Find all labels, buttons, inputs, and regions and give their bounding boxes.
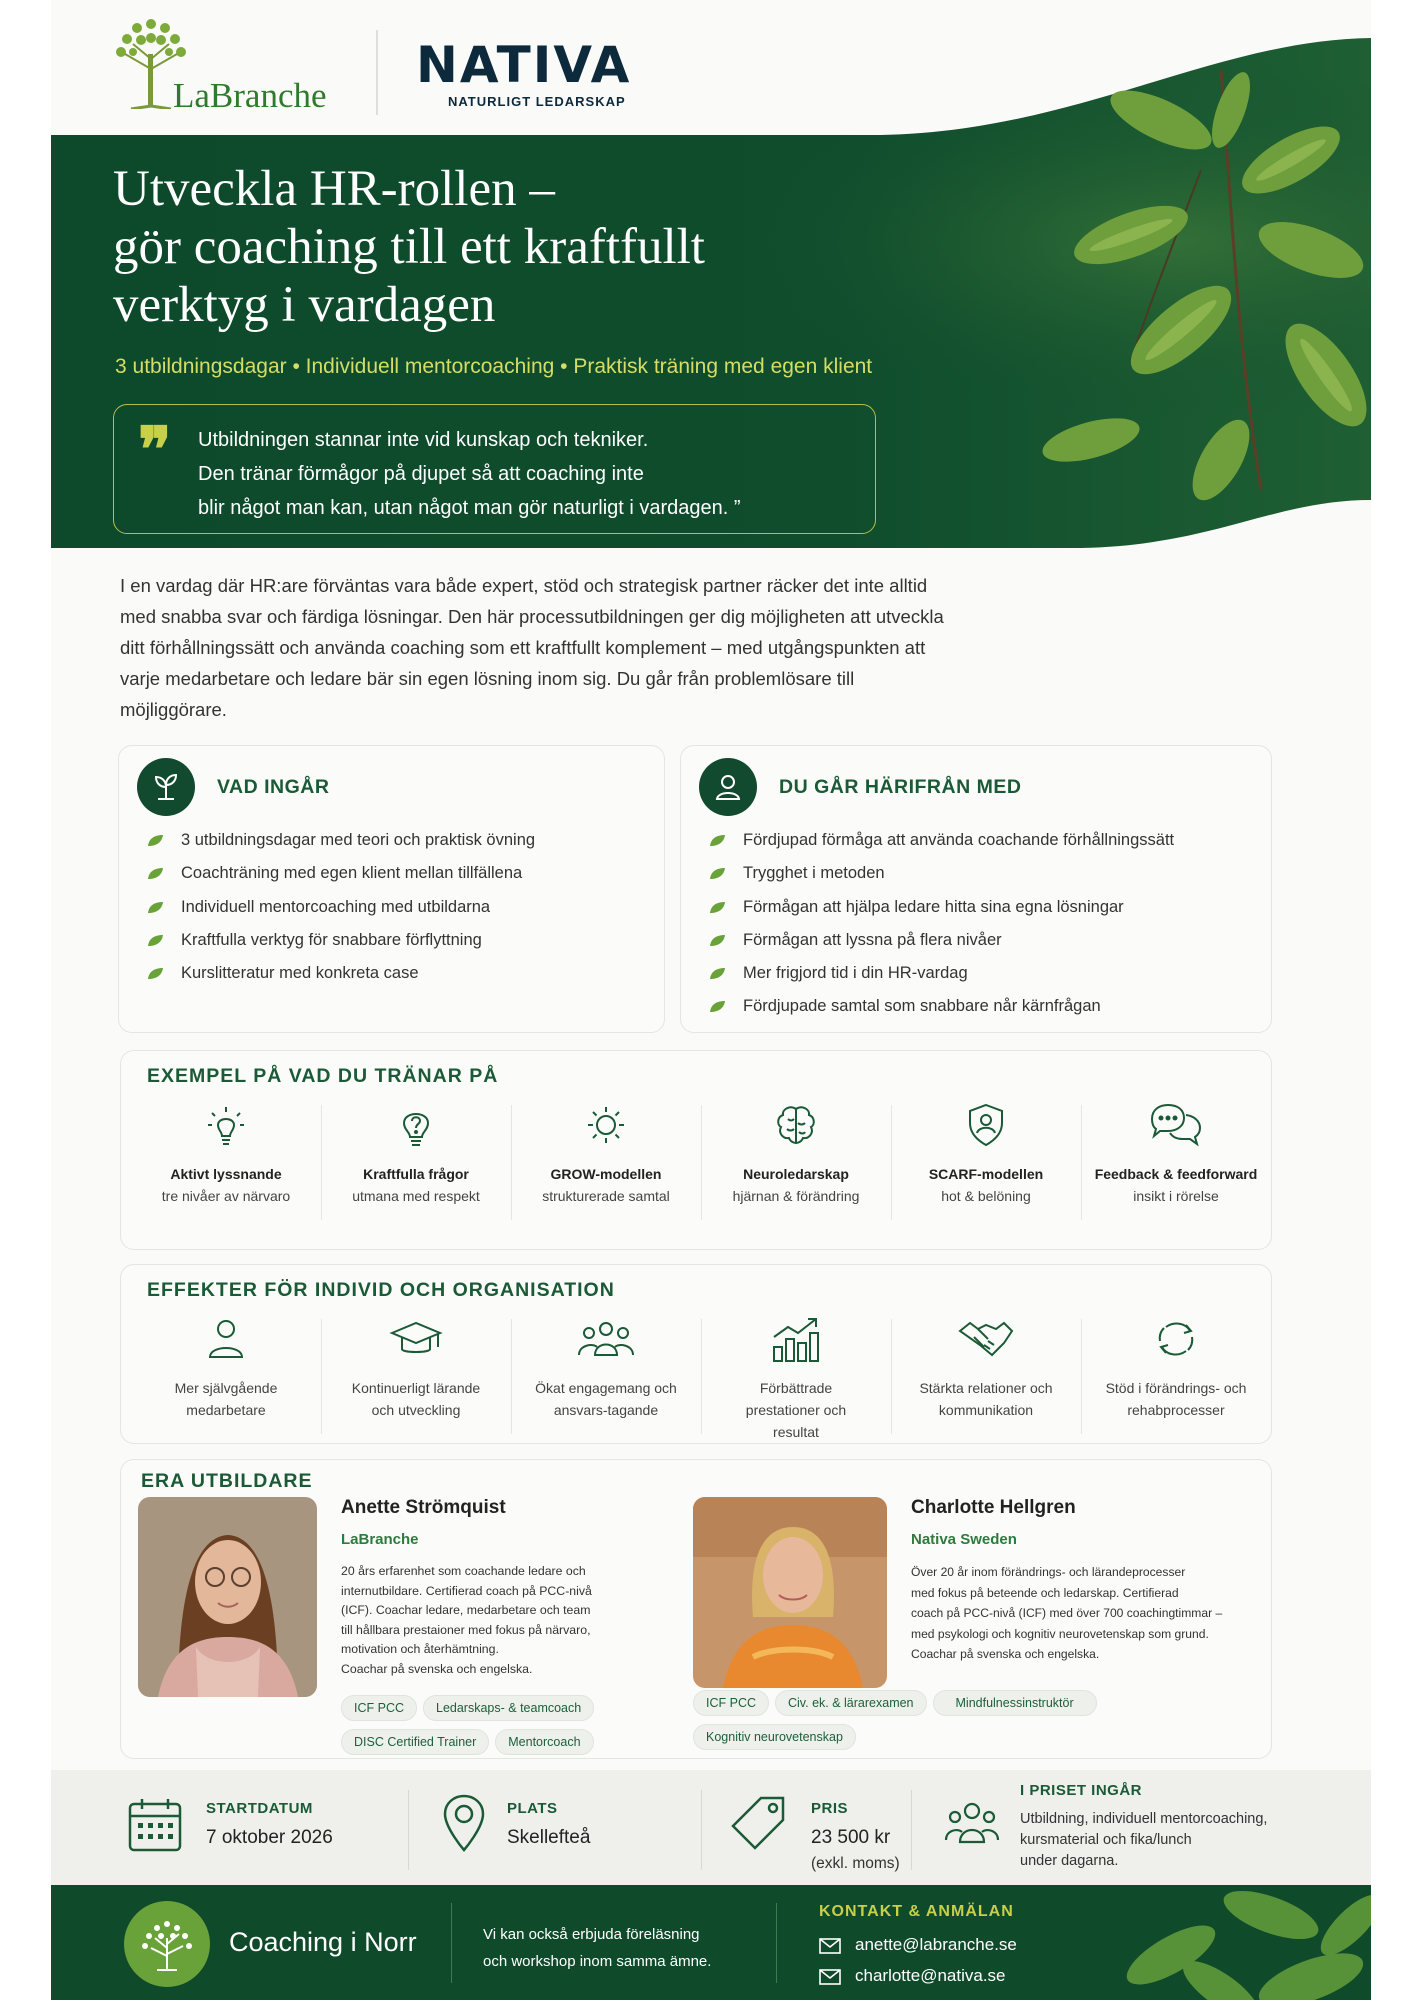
effect-item: Kontinuerligt lärande och utveckling bbox=[321, 1311, 511, 1443]
group-icon bbox=[511, 1311, 701, 1367]
tag-chip: Mentorcoach bbox=[495, 1729, 593, 1755]
trainer-bio: Över 20 år inom förändrings- och lärandeprocesser med fokus på beteende och ledarskap. Certifierad coach på PCC-nivå (ICF) med över 700 coachingtimmar – med psykologi och kognitiv neurovetenskap som grund. Coachar på svenska och engelska. bbox=[911, 1565, 1223, 1661]
leaf-bullet-icon bbox=[147, 967, 164, 980]
list-item: Kraftfulla verktyg för snabbare förflyttning bbox=[147, 924, 535, 957]
sprout-icon bbox=[137, 758, 195, 816]
brain-icon bbox=[701, 1097, 891, 1153]
effects-card bbox=[120, 1264, 1272, 1444]
tag-chip: DISC Certified Trainer bbox=[341, 1729, 489, 1755]
footer-divider bbox=[776, 1903, 777, 1983]
footer-note: Vi kan också erbjuda föreläsning och workshop inom samma ämne. bbox=[483, 1926, 712, 1970]
leaf-bullet-icon bbox=[709, 901, 726, 914]
info-band bbox=[51, 1770, 1371, 1885]
trainers-title: ERA UTBILDARE bbox=[141, 1470, 313, 1492]
training-title: EXEMPEL PÅ VAD DU TRÄNAR PÅ bbox=[147, 1065, 499, 1087]
graduation-cap-icon bbox=[321, 1311, 511, 1367]
info-start bbox=[126, 1770, 356, 1885]
info-divider bbox=[408, 1790, 409, 1870]
shield-person-icon bbox=[891, 1097, 1081, 1153]
quote-line: Utbildningen stannar inte vid kunskap och tekniker. bbox=[198, 429, 649, 451]
leaf-bullet-icon bbox=[709, 834, 726, 847]
tag-chip: ICF PCC bbox=[341, 1695, 417, 1721]
trainer-tags bbox=[341, 1695, 671, 1763]
trainer-org: Nativa Sweden bbox=[911, 1531, 1017, 1548]
leaf-bullet-icon bbox=[709, 967, 726, 980]
info-label: PLATS bbox=[507, 1800, 558, 1817]
effect-item: Ökat engagemang och ansvars-tagande bbox=[511, 1311, 701, 1443]
list-item: Mer frigjord tid i din HR-vardag bbox=[709, 957, 1174, 990]
effect-item: Stärkta relationer och kommunikation bbox=[891, 1311, 1081, 1443]
leaf-bullet-icon bbox=[709, 1000, 726, 1013]
logo-divider bbox=[376, 30, 378, 115]
info-divider bbox=[701, 1790, 702, 1870]
labranche-wordmark: LaBranche bbox=[173, 76, 327, 115]
effect-item: Förbättrade prestationer och resultat bbox=[701, 1311, 891, 1443]
trainer-tags bbox=[693, 1690, 1253, 1758]
lightbulb-icon bbox=[131, 1097, 321, 1153]
info-label: STARTDATUM bbox=[206, 1800, 313, 1817]
outcomes-card bbox=[680, 745, 1272, 1033]
person-outline-icon bbox=[131, 1311, 321, 1367]
trainer-anette bbox=[341, 1497, 671, 1763]
leaf-bullet-icon bbox=[147, 834, 164, 847]
info-value: 7 oktober 2026 bbox=[206, 1827, 333, 1848]
footer-brand: Coaching i Norr bbox=[229, 1927, 417, 1957]
list-item: Kurslitteratur med konkreta case bbox=[147, 957, 535, 990]
quote-line: blir något man kan, utan något man gör naturligt i vardagen. ” bbox=[198, 497, 741, 519]
list-item: Förmågan att lyssna på flera nivåer bbox=[709, 924, 1174, 957]
training-item: Kraftfulla frågor utmana med respekt bbox=[321, 1097, 511, 1207]
quote-mark-icon: ❞ bbox=[138, 417, 172, 485]
contact-email[interactable]: anette@labranche.se bbox=[855, 1935, 1017, 1954]
info-divider bbox=[911, 1790, 912, 1870]
tag-chip: Kognitiv neurovetenskap bbox=[693, 1724, 856, 1750]
hero-title-line: verktyg i vardagen bbox=[113, 277, 496, 333]
list-item: Fördjupad förmåga att använda coachande förhållningssätt bbox=[709, 824, 1174, 857]
list-item: Coachträning med egen klient mellan tillfällena bbox=[147, 857, 535, 890]
mail-icon bbox=[819, 1969, 841, 1985]
footer-leaves-illustration bbox=[1111, 1885, 1371, 2000]
trainer-charlotte bbox=[911, 1497, 1271, 1665]
leaf-bullet-icon bbox=[147, 867, 164, 880]
intro-paragraph: I en vardag där HR:are förväntas vara både expert, stöd och strategisk partner räcker det inte alltid med snabba svar och färdiga lösningar. Den här processutbildningen ger dig möjligheten att utveckla ditt förhållningssätt och använda coaching som ett kraftfullt komplement – med utgångspunkten att varje medarbetare och ledare bär sin egen lösning inom sig. Du går från problemlösare till möjliggörare. bbox=[120, 575, 944, 720]
leaf-bullet-icon bbox=[709, 934, 726, 947]
cycle-arrows-icon bbox=[1081, 1311, 1271, 1367]
info-value: Skellefteå bbox=[507, 1827, 591, 1848]
effect-item: Stöd i förändrings- och rehabprocesser bbox=[1081, 1311, 1271, 1443]
tree-icon bbox=[124, 1901, 210, 1987]
info-label: PRIS bbox=[811, 1800, 849, 1817]
training-item: Neuroledarskap hjärnan & förändring bbox=[701, 1097, 891, 1207]
chat-bubbles-icon bbox=[1081, 1097, 1271, 1153]
footer-divider bbox=[451, 1903, 452, 1983]
trainer-photo-charlotte bbox=[693, 1497, 887, 1688]
list-item: Fördjupade samtal som snabbare når kärnfrågan bbox=[709, 990, 1174, 1023]
trainers-card bbox=[120, 1459, 1272, 1759]
info-place bbox=[441, 1770, 661, 1885]
trainer-name: Charlotte Hellgren bbox=[911, 1497, 1076, 1518]
hero-title-line: Utveckla HR-rollen – bbox=[113, 161, 555, 217]
info-label: I PRISET INGÅR bbox=[1020, 1782, 1143, 1799]
tag-chip: Ledarskaps- & teamcoach bbox=[423, 1695, 594, 1721]
growth-chart-icon bbox=[701, 1311, 891, 1367]
tag-chip: ICF PCC bbox=[693, 1690, 769, 1716]
handshake-icon bbox=[891, 1311, 1081, 1367]
person-icon bbox=[699, 758, 757, 816]
info-included bbox=[944, 1770, 1324, 1885]
calendar-icon bbox=[126, 1796, 184, 1854]
trainer-name: Anette Strömquist bbox=[341, 1497, 506, 1518]
info-price bbox=[731, 1770, 931, 1885]
labranche-logo bbox=[111, 14, 346, 114]
tag-chip: Mindfulnessinstruktör bbox=[933, 1690, 1097, 1716]
info-included-text: Utbildning, individuell mentorcoaching, kursmaterial och fika/lunch under dagarna. bbox=[1020, 1811, 1268, 1869]
trainer-photo-anette bbox=[138, 1497, 317, 1697]
included-card bbox=[118, 745, 665, 1033]
quote-line: Den tränar förmågor på djupet så att coaching inte bbox=[198, 463, 644, 485]
leaf-bullet-icon bbox=[147, 901, 164, 914]
effects-items bbox=[131, 1311, 1271, 1443]
list-item: Trygghet i metoden bbox=[709, 857, 1174, 890]
leaf-bullet-icon bbox=[709, 867, 726, 880]
nativa-tagline: NATURLIGT LEDARSKAP bbox=[448, 94, 626, 109]
contact-title: KONTAKT & ANMÄLAN bbox=[819, 1903, 1014, 1920]
included-list bbox=[147, 824, 535, 990]
sun-icon bbox=[511, 1097, 701, 1153]
training-items bbox=[131, 1097, 1271, 1207]
effects-title: EFFEKTER FÖR INDIVID OCH ORGANISATION bbox=[147, 1279, 615, 1301]
nativa-wordmark: NATIVA bbox=[416, 36, 632, 94]
hero-title bbox=[113, 160, 873, 334]
trainer-bio: 20 års erfarenhet som coachande ledare och internutbildare. Certifierad coach på PCC-nivå (ICF). Coachar ledare, medarbetare och team till hållbara prestaioner med fokus på närvaro, motivation och återhämtning. Coachar på svenska och engelska. bbox=[341, 1564, 592, 1676]
training-item: Feedback & feedforward insikt i rörelse bbox=[1081, 1097, 1271, 1207]
contact-email[interactable]: charlotte@nativa.se bbox=[855, 1966, 1006, 1985]
list-item: 3 utbildningsdagar med teori och praktisk övning bbox=[147, 824, 535, 857]
training-item: SCARF-modellen hot & belöning bbox=[891, 1097, 1081, 1207]
hero-subtitle: 3 utbildningsdagar • Individuell mentorcoaching • Praktisk träning med egen klient bbox=[115, 355, 873, 378]
question-icon bbox=[321, 1097, 511, 1153]
training-item: GROW-modellen strukturerade samtal bbox=[511, 1097, 701, 1207]
tag-chip: Civ. ek. & lärarexamen bbox=[775, 1690, 927, 1716]
list-item: Förmågan att hjälpa ledare hitta sina egna lösningar bbox=[709, 891, 1174, 924]
outcomes-title: DU GÅR HÄRIFRÅN MED bbox=[779, 775, 1022, 798]
included-title: VAD INGÅR bbox=[217, 775, 330, 798]
training-card bbox=[120, 1050, 1272, 1250]
people-icon bbox=[944, 1800, 1000, 1846]
flyer-page bbox=[51, 0, 1371, 2000]
effect-item: Mer självgående medarbetare bbox=[131, 1311, 321, 1443]
footer bbox=[51, 1885, 1371, 2000]
outcomes-list bbox=[709, 824, 1174, 1024]
trainer-org: LaBranche bbox=[341, 1531, 419, 1548]
info-note: (exkl. moms) bbox=[811, 1855, 900, 1872]
leaf-bullet-icon bbox=[147, 934, 164, 947]
list-item: Individuell mentorcoaching med utbildarna bbox=[147, 891, 535, 924]
info-value: 23 500 kr bbox=[811, 1827, 891, 1848]
location-pin-icon bbox=[441, 1792, 487, 1854]
training-item: Aktivt lyssnande tre nivåer av närvaro bbox=[131, 1097, 321, 1207]
mail-icon bbox=[819, 1938, 841, 1954]
hero-title-line: gör coaching till ett kraftfullt bbox=[113, 219, 705, 275]
hero-quote bbox=[113, 404, 876, 534]
price-tag-icon bbox=[731, 1794, 789, 1852]
